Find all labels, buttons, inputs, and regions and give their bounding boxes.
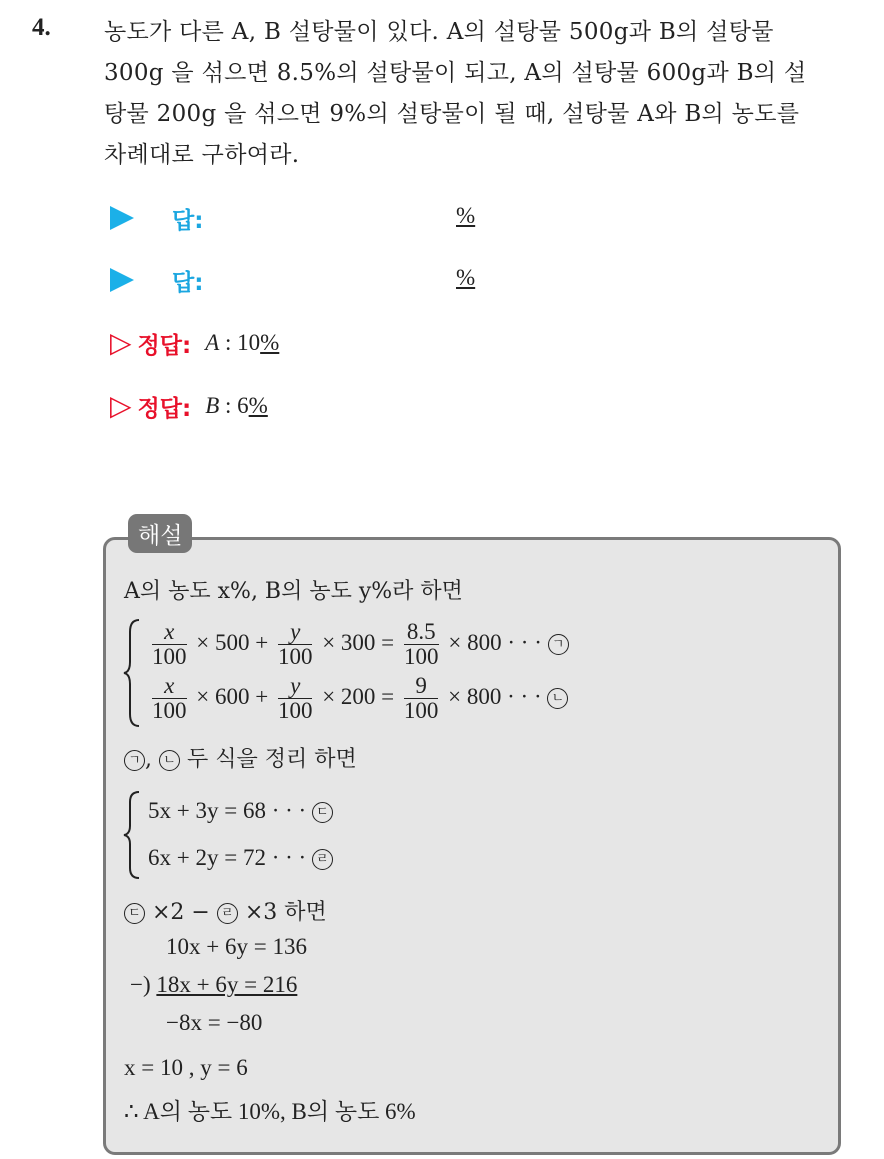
outline-triangle-icon: ▷ bbox=[110, 326, 132, 359]
answer-blank-1[interactable]: % bbox=[456, 203, 476, 228]
calc-line-2: −) 18x + 6y = 216 bbox=[130, 972, 298, 997]
explanation-intro: A의 농도 x%, B의 농도 y%라 하면 bbox=[124, 579, 463, 604]
left-brace-icon bbox=[122, 618, 142, 728]
circled-giyeok-icon: ㄱ bbox=[548, 634, 569, 655]
step-1: ㄱ , ㄴ 두 식을 정리 하면 bbox=[124, 742, 357, 773]
correct-answer-1: A : 10% bbox=[205, 330, 280, 355]
answer-row-1 bbox=[110, 200, 203, 236]
circled-nieun-icon: ㄴ bbox=[159, 750, 180, 771]
calc-line-1: 10x + 6y = 136 bbox=[166, 934, 307, 959]
question-line-4: 차례대로 구하여라. bbox=[104, 142, 300, 168]
equation-1: $\frac{x}{100}$ × 500 + $\frac{y}{100}$ × 300 = $\frac{8.5}{100}$ × 800 · · · ㄱ bbox=[148, 620, 569, 669]
answer-label: 답: bbox=[172, 207, 204, 234]
system-eq-1: 5x + 3y = 68 · · · ㄷ bbox=[148, 798, 333, 824]
question-line-3: 탕물 200g 을 섞으면 9%의 설탕물이 될 때, 설탕물 A와 B의 농도를 bbox=[104, 101, 800, 127]
result-line: x = 10 , y = 6 bbox=[124, 1055, 248, 1080]
question-text bbox=[104, 12, 864, 176]
conclusion-line: ∴ A의 농도 10%, B의 농도 6% bbox=[124, 1099, 416, 1124]
correct-answer-2: B : 6% bbox=[205, 393, 268, 418]
question-line-1: 농도가 다른 A, B 설탕물이 있다. A의 설탕물 500g과 B의 설탕물 bbox=[104, 19, 774, 45]
correct-answer-row-2 bbox=[110, 388, 268, 424]
system-eq-2: 6x + 2y = 72 · · · ㄹ bbox=[148, 845, 333, 871]
answer-row-2 bbox=[110, 262, 203, 298]
circled-giyeok-icon: ㄱ bbox=[124, 750, 145, 771]
correct-answer-label: 정답: bbox=[137, 332, 192, 359]
left-brace-icon bbox=[122, 790, 142, 880]
circled-digeut-icon: ㄷ bbox=[312, 802, 333, 823]
equation-2: $\frac{x}{100}$ × 600 + $\frac{y}{100}$ × 200 = $\frac{9}{100}$ × 800 · · · ㄴ bbox=[148, 674, 568, 723]
circled-nieun-icon: ㄴ bbox=[547, 688, 568, 709]
question-number: 4. bbox=[32, 14, 51, 41]
play-arrow-icon bbox=[110, 206, 134, 230]
circled-rieul-icon: ㄹ bbox=[312, 849, 333, 870]
correct-answer-label: 정답: bbox=[137, 395, 192, 422]
circled-rieul-icon: ㄹ bbox=[217, 903, 238, 924]
step-2: ㄷ ×2 − ㄹ ×3 하면 bbox=[124, 895, 327, 926]
answer-label: 답: bbox=[172, 269, 204, 296]
correct-answer-row-1 bbox=[110, 325, 279, 361]
circled-digeut-icon: ㄷ bbox=[124, 903, 145, 924]
explanation-tag: 해설 bbox=[128, 514, 192, 553]
question-line-2: 300g 을 섞으면 8.5%의 설탕물이 되고, A의 설탕물 600g과 B의 설 bbox=[104, 60, 807, 86]
calc-line-3: −8x = −80 bbox=[166, 1010, 263, 1035]
play-arrow-icon bbox=[110, 268, 134, 292]
answer-blank-2[interactable]: % bbox=[456, 265, 476, 290]
outline-triangle-icon: ▷ bbox=[110, 389, 132, 422]
